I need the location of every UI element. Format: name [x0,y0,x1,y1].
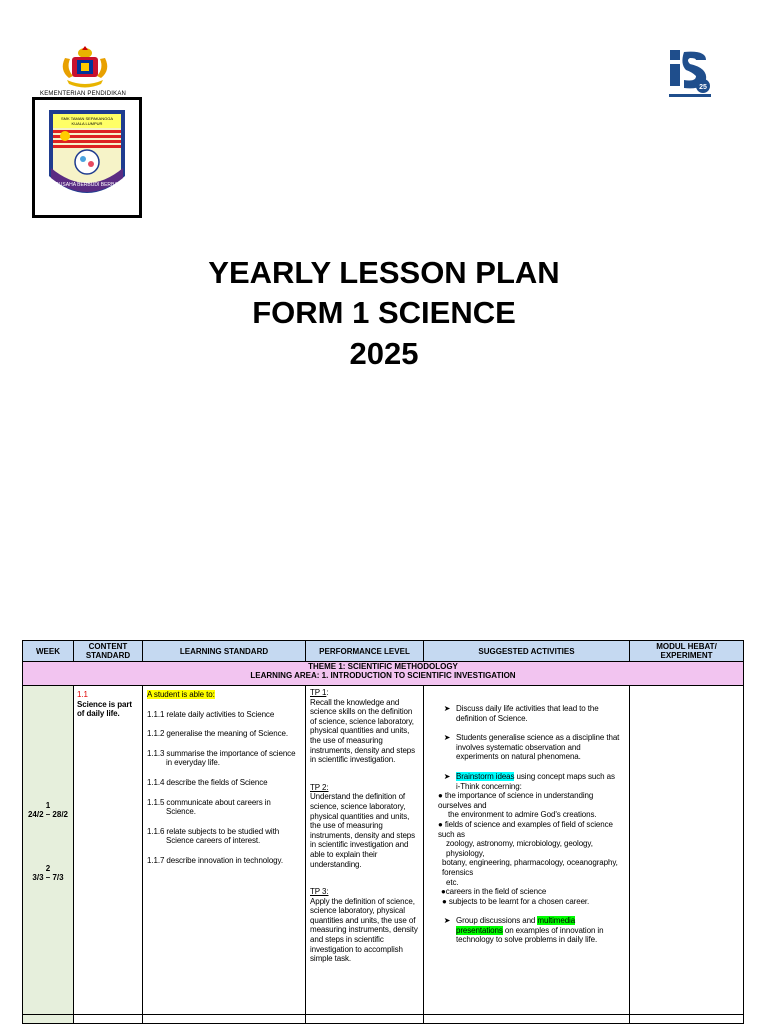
title-line2: FORM 1 SCIENCE [252,295,516,330]
ministry-name-text: KEMENTERIAN PENDIDIKAN [40,91,127,97]
tp2-text: Understand the definition of science, science laboratory, physical quantities and units, the use of measuring instruments, density and steps in scientific investigation and able to explain their understanding. [310,792,416,869]
week-2-number: 2 [45,864,51,873]
activity-3-bullet-4: ● subjects to be learnt for a chosen career. [442,896,590,906]
ls-1-1-6-cont: Science careers of interest. [166,836,261,846]
school-logo [32,97,142,218]
is-25-logo [666,48,714,100]
arrow-bullet-icon: ➤ [443,916,451,926]
performance-level-cell: TP 1: Recall the knowledge and science skills on the definition of science, science laboratory, physical quantities and units, the use of measuring instruments, density and steps in scientific investigation. TP 2: Understand the definition of science, science laboratory, physical quantities and units, the use of measuring instruments, density and steps in scientific investigation and able to explain their understanding. TP 3: Apply the definition of science, science laboratory, physical quantities and units, the use of measuring instruments, density and steps in scientific investigation to accomplish simple task. [306,686,424,1015]
week-2-dates: 3/3 – 7/3 [32,873,64,882]
week-cell [23,686,74,1015]
activity-item-4 [438,916,621,945]
table-row [23,686,744,1015]
activity-3-bullet-2-cont2: botany, engineering, pharmacology, oceanography, forensics [442,858,618,877]
table-header-row [23,641,744,662]
activity-1-text: Discuss daily life activities that lead to the definition of Science. [456,704,599,723]
header-modul: MODUL HEBAT/ EXPERIMENT [630,641,744,662]
content-standard-title: Science is part of daily life. [77,699,132,719]
header-learning-standard: LEARNING STANDARD [143,641,306,662]
tp3-label: TP 3: [310,887,329,897]
activity-3-bullet-2-cont3: etc. [446,877,459,887]
header-suggested-activities: SUGGESTED ACTIVITIES [424,641,630,662]
arrow-bullet-icon: ➤ [443,704,451,713]
activity-3-bullet-1-cont: the environment to admire God's creations. [448,810,597,820]
activity-2-text: Students generalise science as a discipline that involves systematic observation and experiments on natural phenomena. [456,733,620,762]
ls-1-1-5: 1.1.5 communicate about careers in [147,797,271,807]
tp3-text: Apply the definition of science, science laboratory, physical quantities and units, the use of measuring instruments, density and steps in scientific investigation to accomplish simple task. [310,896,418,964]
activity-3-bullet-2: ● fields of science and examples of field of science such as [438,819,613,839]
ls-1-1-4: 1.1.4 describe the fields of Science [147,777,268,787]
activity-4-text-a: Group discussions and [456,916,538,926]
ls-1-1-6: 1.1.6 relate subjects to be studied with [147,826,280,836]
arrow-bullet-icon: ➤ [443,733,451,743]
modul-cell [630,686,744,1015]
school-motto-text: BERUSAHA BERBUDI BERBAKTI [48,182,126,188]
activity-item-2 [438,733,621,762]
activity-3-text: using concept maps such as i-Think concerning: [456,771,615,791]
activity-3-highlight: Brainstorm ideas [456,771,515,781]
ls-1-1-1: 1.1.1 relate daily activities to Science [147,709,275,719]
table-row-next [23,1015,744,1024]
ls-1-1-5-cont: Science. [166,807,196,817]
tp2-label: TP 2: [310,782,329,792]
learning-standard-cell [143,686,306,1015]
school-name-line1: SMK TAMAN SEPAKANGGA [60,116,114,121]
arrow-bullet-icon: ➤ [443,771,451,781]
ls-1-1-3: 1.1.3 summarise the importance of science [147,748,296,758]
content-standard-cell [74,686,143,1015]
activity-4-highlight: multimedia presentations [456,916,576,935]
activity-item-3 [438,772,621,791]
activity-4-text-b: on examples of innovation in technology to solve problems in daily life. [456,925,604,945]
week-1-number: 1 [45,801,51,810]
ls-1-1-3-cont: in everyday life. [166,758,220,768]
tp1-text: Recall the knowledge and science skills on the definition of science, science laboratory, physical quantities and units, the use of measuring instruments, density and steps in scientific investigation. [310,697,416,765]
ministry-crest-logo [55,44,115,90]
activity-3-bullet-2-cont: zoology, astronomy, microbiology, geology, physiology, [446,839,593,858]
header-content-standard: CONTENT STANDARD [74,641,143,662]
tp1-label: TP 1 [310,688,327,697]
learning-standard-intro: A student is able to: [147,690,215,699]
theme-row [23,662,744,686]
title-year: 2025 [349,336,419,371]
activity-item-1 [438,704,621,723]
content-standard-number: 1.1 [77,690,88,699]
activity-3-bullet-1: ● the importance of science in understanding ourselves and [438,791,594,810]
header-week: WEEK [23,641,74,662]
lesson-plan-table [22,640,744,1024]
learning-area-title: LEARNING AREA: 1. INTRODUCTION TO SCIENTIFIC INVESTIGATION [250,671,516,680]
suggested-activities-cell [424,686,630,1015]
ls-1-1-7: 1.1.7 describe innovation in technology. [147,855,283,865]
ls-1-1-2: 1.1.2 generalise the meaning of Science. [147,729,288,739]
header-performance-level: PERFORMANCE LEVEL [306,641,424,662]
is-badge-number: 25 [699,84,707,91]
activity-3-bullet-3: ●careers in the field of science [441,887,547,897]
title-line1: YEARLY LESSON PLAN [208,255,560,290]
school-name-line2: KUALA LUMPUR [71,121,103,126]
theme-title: THEME 1: SCIENTIFIC METHODOLOGY [308,662,458,671]
week-1-dates: 24/2 – 28/2 [27,810,69,819]
